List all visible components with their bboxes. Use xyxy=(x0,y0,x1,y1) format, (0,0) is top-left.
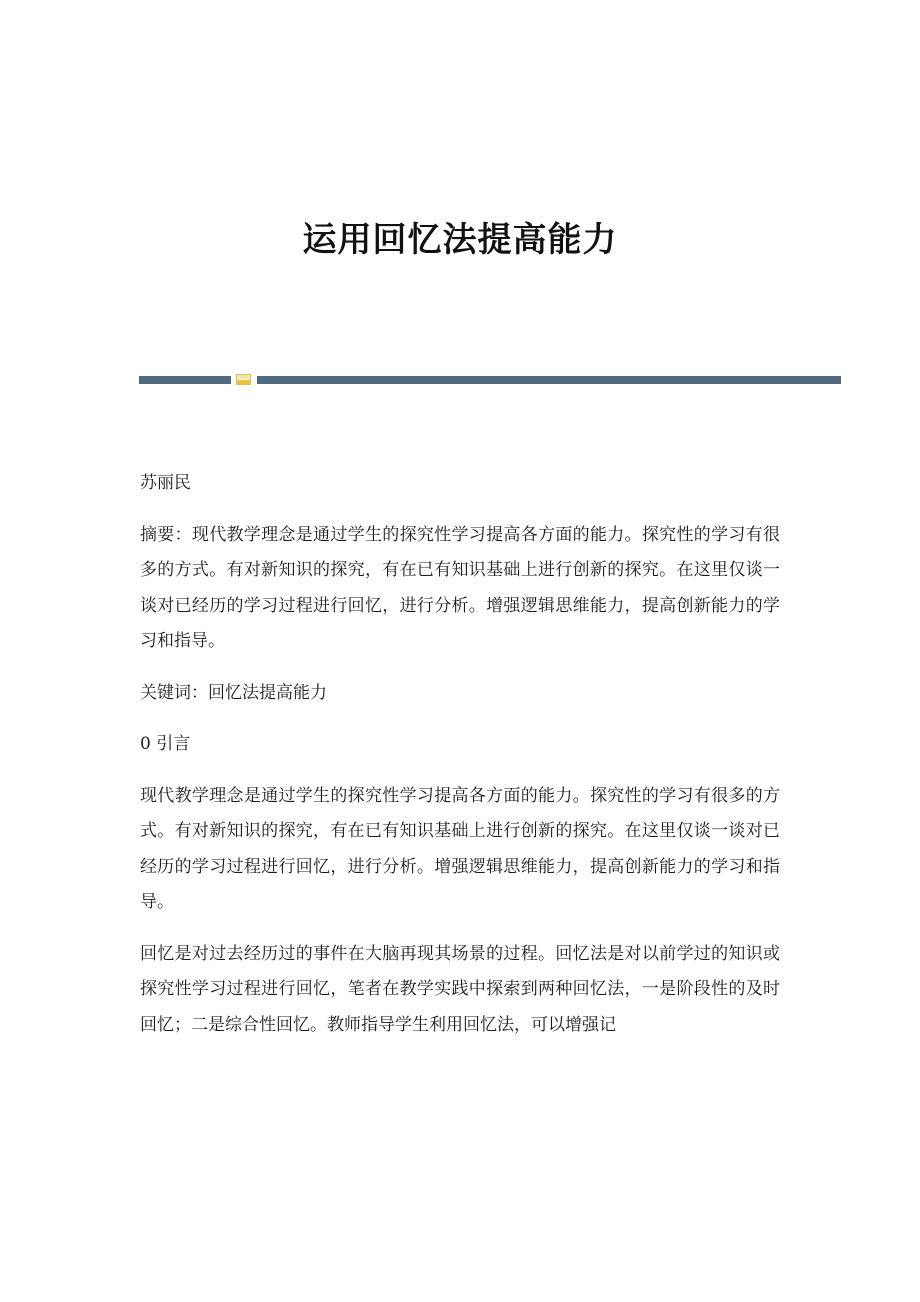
divider-emblem-icon xyxy=(236,374,251,385)
document-body xyxy=(140,466,780,1059)
document-title: 运用回忆法提高能力 xyxy=(302,220,618,260)
body-paragraph: 现代教学理念是通过学生的探究性学习提高各方面的能力。探究性的学习有很多的方式。有对新知识的探究，有在已有知识基础上进行创新的探究。在这里仅谈一谈对已经历的学习过程进行回忆，进行分析。增强逻辑思维能力，提高创新能力的学习和指导。 xyxy=(140,785,780,912)
section-heading: 0 引言 xyxy=(140,734,191,754)
title-divider xyxy=(139,372,841,386)
divider-bar-right xyxy=(257,376,841,384)
body-paragraph: 回忆是对过去经历过的事件在大脑再现其场景的过程。回忆法是对以前学过的知识或探究性学习过程进行回忆，笔者在教学实践中探索到两种回忆法，一是阶段性的及时回忆；二是综合性回忆。教师指导学生利用回忆法，可以增强记 xyxy=(140,943,780,1035)
author-name: 苏丽民 xyxy=(140,473,191,493)
divider-bar-left xyxy=(139,376,231,384)
keywords-line: 关键词：回忆法提高能力 xyxy=(140,682,327,703)
abstract-paragraph: 摘要：现代教学理念是通过学生的探究性学习提高各方面的能力。探究性的学习有很多的方式。有对新知识的探究，有在已有知识基础上进行创新的探究。在这里仅谈一谈对已经历的学习过程进行回忆，进行分析。增强逻辑思维能力，提高创新能力的学习和指导。 xyxy=(140,524,780,651)
